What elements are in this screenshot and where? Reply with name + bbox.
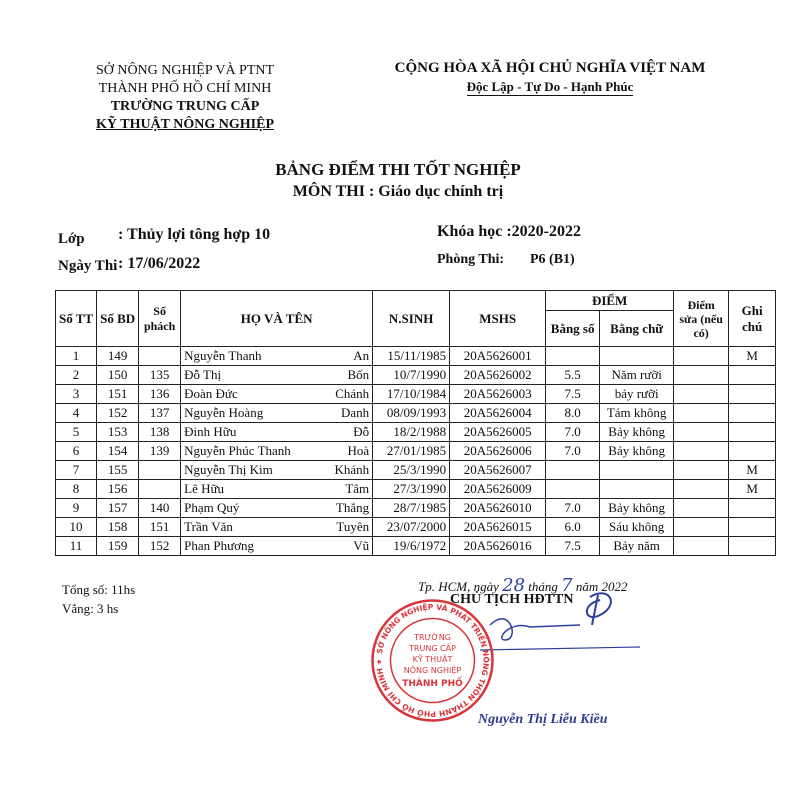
- score-number: 7.0: [546, 499, 600, 518]
- sign-month: 7: [561, 575, 573, 596]
- date-of-birth: 10/7/1990: [373, 366, 450, 385]
- score-words: Tám không: [600, 404, 674, 423]
- secret-code: 138: [139, 423, 181, 442]
- place: Tp. HCM, ngày: [418, 579, 499, 594]
- note: [729, 385, 776, 404]
- col-stt: Số TT: [56, 291, 97, 347]
- row-number: 6: [56, 442, 97, 461]
- student-id: 20A5626015: [450, 518, 546, 537]
- secret-code: 140: [139, 499, 181, 518]
- edited-score: [674, 347, 729, 366]
- candidate-number: 149: [97, 347, 139, 366]
- table-row: [56, 518, 776, 537]
- table-row: [56, 423, 776, 442]
- table-row: [56, 499, 776, 518]
- student-id: 20A5626001: [450, 347, 546, 366]
- table-row: [56, 404, 776, 423]
- col-name: HỌ VÀ TÊN: [181, 291, 373, 347]
- edited-score: [674, 461, 729, 480]
- col-dob: N.SINH: [373, 291, 450, 347]
- score-number: 7.5: [546, 537, 600, 556]
- department-name: SỞ NÔNG NGHIỆP VÀ PTNT: [95, 63, 275, 78]
- signature-mark: [470, 585, 650, 660]
- candidate-number: 157: [97, 499, 139, 518]
- edited-score: [674, 537, 729, 556]
- school-seal: [370, 598, 495, 723]
- note: [729, 537, 776, 556]
- student-id: 20A5626005: [450, 423, 546, 442]
- score-number: [546, 347, 600, 366]
- note: M: [729, 480, 776, 499]
- exam-subject: MÔN THI : Giáo dục chính trị: [292, 183, 504, 200]
- secret-code: [139, 461, 181, 480]
- col-sbd: Số BD: [97, 291, 139, 347]
- total-students: Tổng số: 11hs: [62, 582, 136, 597]
- score-words: Năm rưỡi: [600, 366, 674, 385]
- candidate-number: 151: [97, 385, 139, 404]
- secret-code: 135: [139, 366, 181, 385]
- edited-score: [674, 480, 729, 499]
- school-type: TRƯỜNG TRUNG CẤP: [110, 99, 260, 114]
- city-name: THÀNH PHỐ HỒ CHÍ MINH: [98, 81, 272, 96]
- secret-code: [139, 347, 181, 366]
- table-row: [56, 385, 776, 404]
- national-motto: Độc Lập - Tự Do - Hạnh Phúc: [466, 79, 634, 94]
- student-given-name: An: [322, 347, 373, 366]
- student-surname: Phạm Quý: [181, 499, 322, 518]
- col-note: Ghi chú: [729, 291, 776, 347]
- date-of-birth: 27/01/1985: [373, 442, 450, 461]
- student-id: 20A5626009: [450, 480, 546, 499]
- edited-score: [674, 366, 729, 385]
- col-edited: Điểm sửa (nếu có): [674, 291, 729, 347]
- row-number: 7: [56, 461, 97, 480]
- class-label: Lớp: [58, 231, 85, 247]
- chairman-title: CHỦ TỊCH HĐTTN: [450, 592, 574, 607]
- col-phach: Số phách: [139, 291, 181, 347]
- summary: [62, 580, 135, 618]
- class-value: : Thủy lợi tông hợp 10: [118, 226, 271, 243]
- candidate-number: 153: [97, 423, 139, 442]
- edited-score: [674, 442, 729, 461]
- school-name: KỸ THUẬT NÔNG NGHIỆP: [95, 117, 274, 132]
- table-row: [56, 537, 776, 556]
- student-given-name: Khánh: [322, 461, 373, 480]
- edited-score: [674, 518, 729, 537]
- score-words: [600, 461, 674, 480]
- note: [729, 404, 776, 423]
- edited-score: [674, 499, 729, 518]
- note: M: [729, 347, 776, 366]
- candidate-number: 152: [97, 404, 139, 423]
- score-number: 7.0: [546, 442, 600, 461]
- student-surname: Trần Văn: [181, 518, 322, 537]
- score-number: 7.5: [546, 385, 600, 404]
- student-id: 20A5626002: [450, 366, 546, 385]
- date-of-birth: 15/11/1985: [373, 347, 450, 366]
- date-of-birth: 08/09/1993: [373, 404, 450, 423]
- secret-code: 137: [139, 404, 181, 423]
- secret-code: 139: [139, 442, 181, 461]
- student-given-name: Bốn: [322, 366, 373, 385]
- student-surname: Phan Phương: [181, 537, 322, 556]
- col-score-num: Bằng số: [546, 311, 600, 347]
- exam-room-label: Phòng Thi:: [437, 252, 505, 267]
- secret-code: 151: [139, 518, 181, 537]
- table-row: [56, 461, 776, 480]
- nation-header: [380, 60, 720, 95]
- student-id: 20A5626016: [450, 537, 546, 556]
- student-given-name: Tuyên: [322, 518, 373, 537]
- student-surname: Đinh Hữu: [181, 423, 322, 442]
- svg-text:THÀNH PHỐ: THÀNH PHỐ: [402, 679, 463, 689]
- note: [729, 423, 776, 442]
- note: [729, 518, 776, 537]
- row-number: 9: [56, 499, 97, 518]
- row-number: 11: [56, 537, 97, 556]
- course-years: Khóa học :2020-2022: [437, 223, 581, 240]
- score-words: Bảy không: [600, 499, 674, 518]
- absent-students: Vắng: 3 hs: [62, 601, 119, 616]
- score-words: [600, 347, 674, 366]
- date-of-birth: 23/07/2000: [373, 518, 450, 537]
- table-row: [56, 480, 776, 499]
- table-row: [56, 347, 776, 366]
- score-number: 6.0: [546, 518, 600, 537]
- date-of-birth: 27/3/1990: [373, 480, 450, 499]
- row-number: 1: [56, 347, 97, 366]
- month-label: tháng: [528, 579, 558, 594]
- col-score-group: ĐIỂM: [546, 291, 674, 311]
- student-id: 20A5626003: [450, 385, 546, 404]
- nation-name: CỘNG HÒA XÃ HỘI CHỦ NGHĨA VIỆT NAM: [394, 60, 706, 76]
- student-given-name: Hoà: [322, 442, 373, 461]
- score-words: Sáu không: [600, 518, 674, 537]
- student-id: 20A5626010: [450, 499, 546, 518]
- student-surname: Đỗ Thị: [181, 366, 322, 385]
- svg-text:SỞ NÔNG NGHIỆP VÀ PHÁT TRIỂN N: SỞ NÔNG NGHIỆP VÀ PHÁT TRIỂN NÔNG THÔN THÀNH PHỐ HỒ CHÍ MINH ★: [374, 602, 491, 719]
- svg-text:NÔNG NGHIỆP: NÔNG NGHIỆP: [403, 666, 462, 675]
- student-surname: Nguyễn Thanh: [181, 347, 322, 366]
- score-number: 5.5: [546, 366, 600, 385]
- date-of-birth: 17/10/1984: [373, 385, 450, 404]
- candidate-number: 159: [97, 537, 139, 556]
- row-number: 8: [56, 480, 97, 499]
- edited-score: [674, 404, 729, 423]
- score-words: [600, 480, 674, 499]
- svg-text:TRƯỜNG: TRƯỜNG: [414, 633, 451, 642]
- row-number: 5: [56, 423, 97, 442]
- student-id: 20A5626006: [450, 442, 546, 461]
- student-id: 20A5626004: [450, 404, 546, 423]
- student-given-name: Đỗ: [322, 423, 373, 442]
- col-score-text: Bằng chữ: [600, 311, 674, 347]
- sign-year: năm 2022: [575, 579, 628, 594]
- note: M: [729, 461, 776, 480]
- score-number: 8.0: [546, 404, 600, 423]
- score-words: Bảy năm: [600, 537, 674, 556]
- secret-code: 152: [139, 537, 181, 556]
- col-mshs: MSHS: [450, 291, 546, 347]
- svg-text:KỸ THUẬT: KỸ THUẬT: [412, 655, 453, 664]
- sign-day: 28: [502, 575, 526, 596]
- edited-score: [674, 423, 729, 442]
- student-surname: Nguyễn Phúc Thanh: [181, 442, 322, 461]
- note: [729, 442, 776, 461]
- candidate-number: 156: [97, 480, 139, 499]
- date-of-birth: 19/6/1972: [373, 537, 450, 556]
- document-title: BẢNG ĐIỂM THI TỐT NGHIỆP: [275, 160, 521, 179]
- date-of-birth: 28/7/1985: [373, 499, 450, 518]
- grades-table: [55, 290, 776, 556]
- student-given-name: Vũ: [322, 537, 373, 556]
- secret-code: [139, 480, 181, 499]
- agency-header: [60, 62, 310, 134]
- row-number: 2: [56, 366, 97, 385]
- student-given-name: Tâm: [322, 480, 373, 499]
- note: [729, 499, 776, 518]
- score-words: bảy rưỡi: [600, 385, 674, 404]
- edited-score: [674, 385, 729, 404]
- score-number: [546, 480, 600, 499]
- student-given-name: Thắng: [322, 499, 373, 518]
- row-number: 10: [56, 518, 97, 537]
- note: [729, 366, 776, 385]
- student-surname: Nguyễn Thị Kim: [181, 461, 322, 480]
- row-number: 3: [56, 385, 97, 404]
- student-surname: Lê Hữu: [181, 480, 322, 499]
- student-given-name: Chánh: [322, 385, 373, 404]
- student-id: 20A5626007: [450, 461, 546, 480]
- svg-text:TRUNG CẤP: TRUNG CẤP: [409, 644, 456, 653]
- table-row: [56, 442, 776, 461]
- candidate-number: 150: [97, 366, 139, 385]
- exam-room-value: P6 (B1): [530, 252, 575, 267]
- score-words: Bảy không: [600, 442, 674, 461]
- signer-name: Nguyễn Thị Liễu Kiều: [478, 712, 608, 727]
- score-number: [546, 461, 600, 480]
- score-number: 7.0: [546, 423, 600, 442]
- student-given-name: Danh: [322, 404, 373, 423]
- student-surname: Nguyễn Hoàng: [181, 404, 322, 423]
- row-number: 4: [56, 404, 97, 423]
- exam-date-label: Ngày Thi: [58, 258, 118, 274]
- date-of-birth: 18/2/1988: [373, 423, 450, 442]
- date-of-birth: 25/3/1990: [373, 461, 450, 480]
- candidate-number: 158: [97, 518, 139, 537]
- table-row: [56, 366, 776, 385]
- student-surname: Đoàn Đức: [181, 385, 322, 404]
- exam-date-value: : 17/06/2022: [118, 255, 201, 272]
- score-words: Bảy không: [600, 423, 674, 442]
- candidate-number: 155: [97, 461, 139, 480]
- candidate-number: 154: [97, 442, 139, 461]
- secret-code: 136: [139, 385, 181, 404]
